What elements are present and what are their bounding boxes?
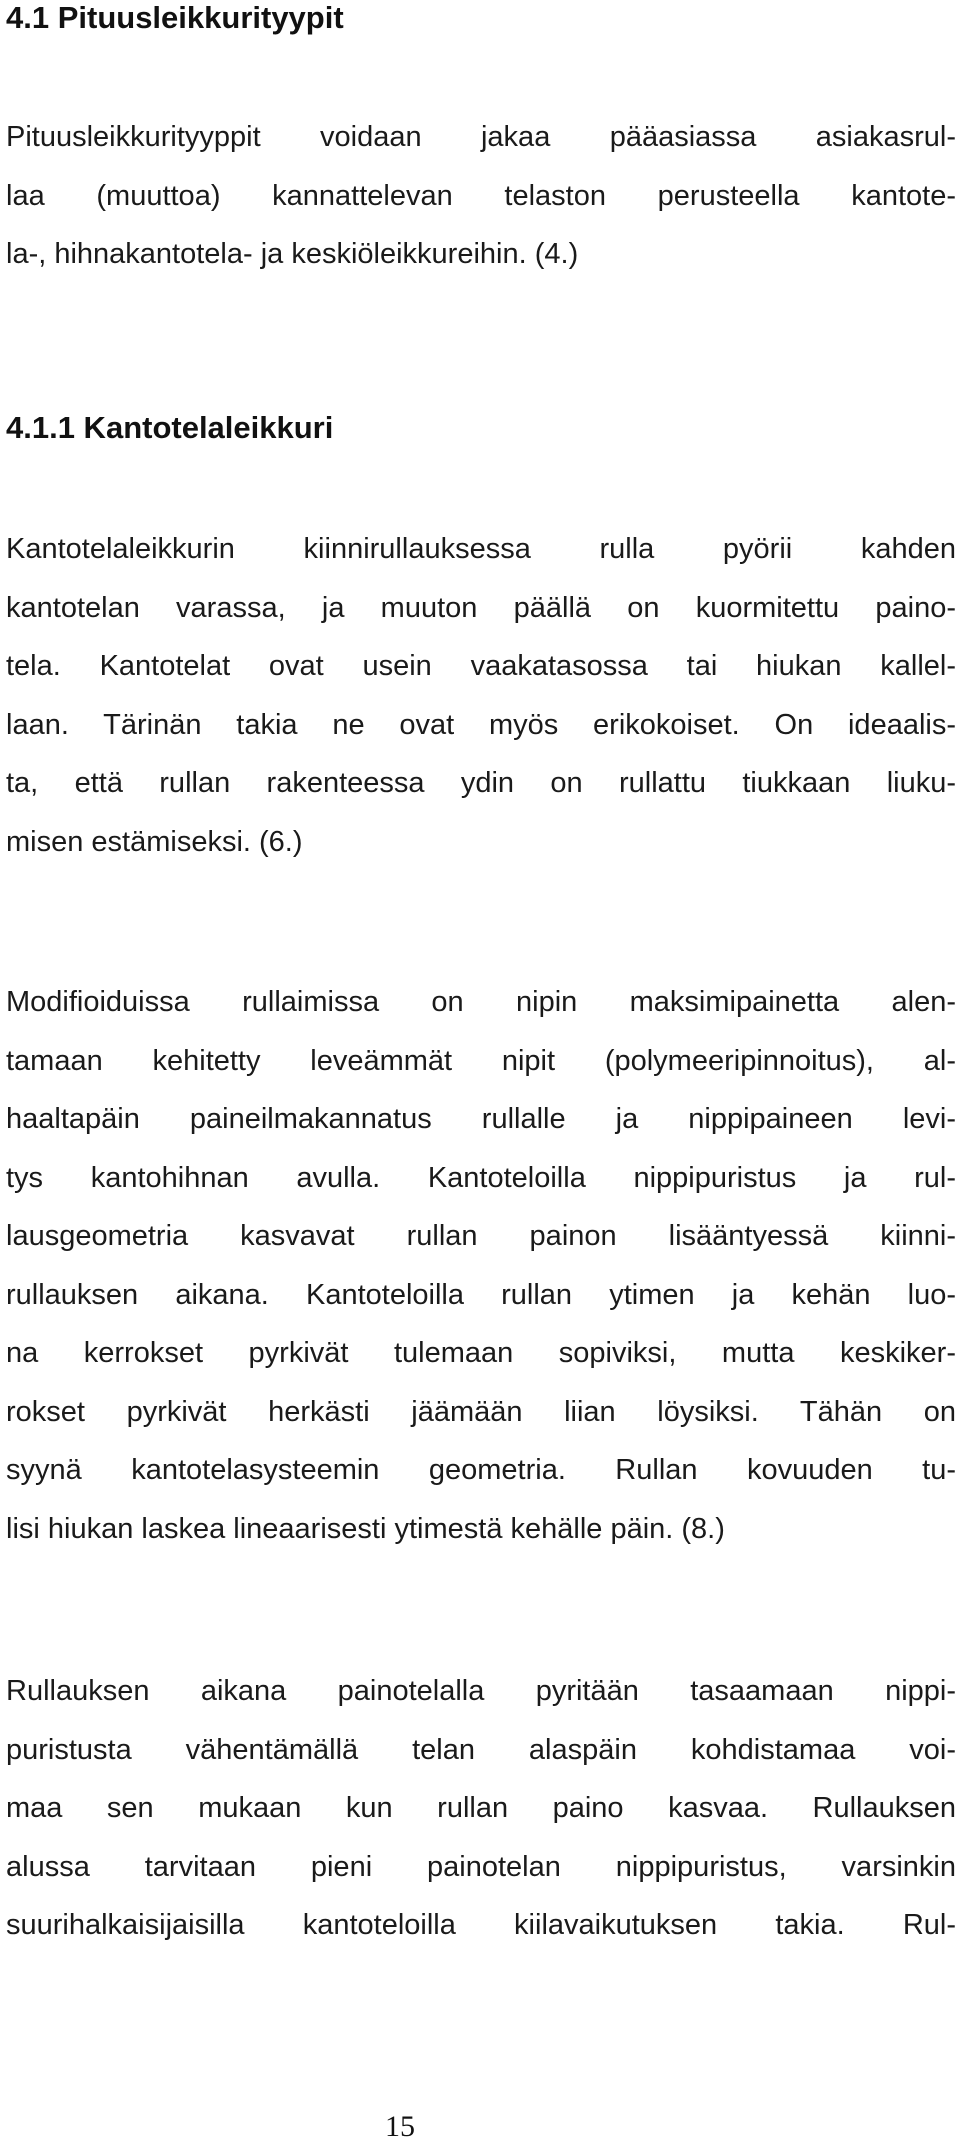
text-line: alussa tarvitaan pieni painotelan nippipuristus, varsinkin [6, 1850, 956, 1883]
text-line: tamaan kehitetty leveämmät nipit (polymeeripinnoitus), al- [6, 1044, 956, 1077]
text-line: maa sen mukaan kun rullan paino kasvaa. Rullauksen [6, 1792, 956, 1824]
text-line: lausgeometria kasvavat rullan painon lisääntyessä kiinni- [6, 1220, 956, 1252]
text-line: rokset pyrkivät herkästi jäämään liian löysiksi. Tähän on [6, 1395, 956, 1428]
paragraph-modified-reelers [6, 973, 956, 1558]
text-line: Pituusleikkurityyppit voidaan jakaa pääasiassa asiakasrul- [6, 121, 956, 153]
text-line: syynä kantotelasysteemin geometria. Rullan kovuuden tu- [6, 1454, 956, 1486]
text-line: la-, hihnakantotela- ja keskiöleikkureihin. (4.) [6, 238, 579, 270]
section-title: 4.1 Pituusleikkurityypit [6, 0, 344, 35]
text-line: Rullauksen aikana painotelalla pyritään tasaamaan nippi- [6, 1675, 956, 1707]
text-line: puristusta vähentämällä telan alaspäin kohdistamaa voi- [6, 1733, 956, 1766]
text-line: tys kantohihnan avulla. Kantoteloilla nippipuristus ja rul- [6, 1161, 956, 1194]
text-line: misen estämiseksi. (6.) [6, 825, 303, 858]
text-line: Modifioiduissa rullaimissa on nipin maksimipainetta alen- [6, 986, 956, 1018]
text-line: haaltapäin paineilmakannatus rullalle ja nippipaineen levi- [6, 1103, 956, 1135]
text-line: suurihalkaisijaisilla kantoteloilla kiilavaikutuksen takia. Rul- [6, 1909, 956, 1941]
text-line: ta, että rullan rakenteessa ydin on rullattu tiukkaan liuku- [6, 767, 956, 799]
text-line: Kantotelaleikkurin kiinnirullauksessa rulla pyörii kahden [6, 533, 956, 565]
page-number: 15 [385, 2110, 415, 2143]
paragraph-intro [6, 108, 956, 284]
paragraph-kantotela [6, 520, 956, 871]
paragraph-rider-roll [6, 1662, 956, 1955]
text-line: na kerrokset pyrkivät tulemaan sopiviksi, mutta keskiker- [6, 1337, 956, 1369]
text-line: laan. Tärinän takia ne ovat myös erikokoiset. On ideaalis- [6, 708, 956, 741]
subsection-title: 4.1.1 Kantotelaleikkuri [6, 410, 334, 445]
text-line: kantotelan varassa, ja muuton päällä on kuormitettu paino- [6, 591, 956, 624]
text-line: rullauksen aikana. Kantoteloilla rullan ytimen ja kehän luo- [6, 1278, 956, 1311]
text-line: laa (muuttoa) kannattelevan telaston perusteella kantote- [6, 179, 956, 212]
text-line: tela. Kantotelat ovat usein vaakatasossa tai hiukan kallel- [6, 650, 956, 682]
text-line: lisi hiukan laskea lineaarisesti ytimestä kehälle päin. (8.) [6, 1512, 725, 1545]
